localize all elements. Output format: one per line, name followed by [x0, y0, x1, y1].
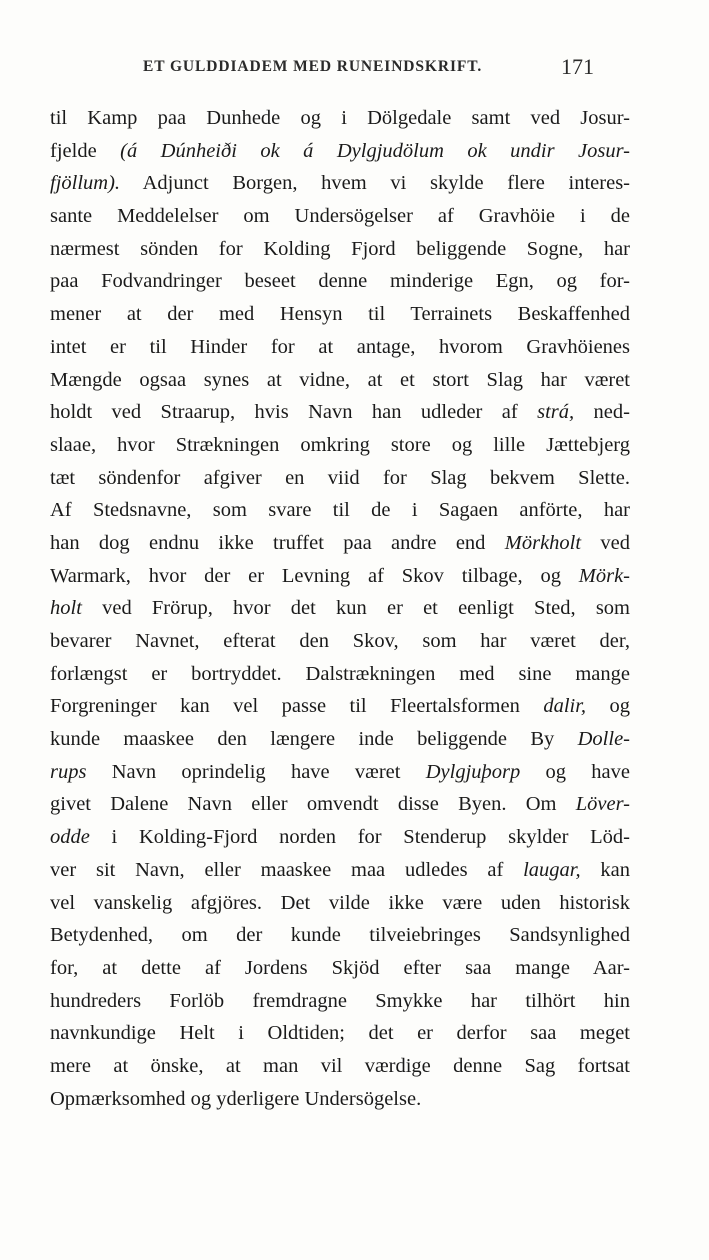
- text-line: [50, 560, 630, 593]
- page-number: 171: [561, 54, 594, 79]
- text-segment: han dog endnu ikke truffet paa andre end: [50, 531, 505, 554]
- running-head: [0, 54, 709, 82]
- text-line: [50, 592, 630, 625]
- text-line: [50, 985, 630, 1018]
- italic-text: (á Dúnheiði ok á Dylgjudölum ok undir Josur-: [120, 139, 630, 162]
- text-line: [50, 1017, 630, 1050]
- text-segment: navnkundige Helt i Oldtiden; det er derfor saa meget: [50, 1022, 630, 1045]
- text-line: [50, 788, 630, 821]
- text-segment: nærmest sönden for Kolding Fjord beliggende Sogne, har: [50, 237, 630, 260]
- text-segment: Opmærksomhed og yderligere Undersögelse.: [50, 1087, 422, 1110]
- italic-text: laugar,: [523, 858, 581, 881]
- text-segment: paa Fodvandringer beseet denne minderige Egn, og for-: [50, 270, 630, 293]
- text-line: [50, 135, 630, 168]
- text-line: [50, 429, 630, 462]
- text-segment: til Kamp paa Dunhede og i Dölgedale samt ved Josur-: [50, 107, 630, 129]
- text-segment: ned-: [574, 401, 630, 424]
- text-line: [50, 331, 630, 364]
- text-segment: Betydenhed, om der kunde tilveiebringes Sandsynlighed: [50, 924, 630, 947]
- text-segment: ver sit Navn, eller maaskee maa udledes af: [50, 858, 524, 881]
- text-segment: vel vanskelig afgjöres. Det vilde ikke være uden historisk: [50, 891, 630, 914]
- text-segment: Af Stedsnavne, som svare til de i Sagaen anförte, har: [50, 499, 630, 522]
- text-segment: givet Dalene Navn eller omvendt disse Byen. Om: [50, 793, 576, 816]
- text-segment: og have: [520, 760, 630, 783]
- text-line: [50, 233, 630, 266]
- text-line: [50, 298, 630, 331]
- text-segment: mener at der med Hensyn til Terrainets Beskaffenhed: [50, 303, 630, 326]
- body-text: [50, 102, 630, 1115]
- text-segment: mere at önske, at man vil værdige denne Sag fortsat: [50, 1054, 630, 1077]
- text-segment: ved: [581, 531, 630, 554]
- text-line: [50, 887, 630, 920]
- italic-text: Mörkholt: [504, 531, 582, 554]
- text-line: [50, 1050, 630, 1083]
- text-segment: holdt ved Straarup, hvis Navn han udleder af: [50, 401, 538, 424]
- text-line: [50, 1083, 630, 1116]
- running-title: ET GULDDIADEM MED RUNEINDSKRIFT.: [143, 58, 483, 75]
- text-segment: fjelde: [50, 139, 121, 162]
- text-segment: for, at dette af Jordens Skjöd efter saa mange Aar-: [50, 956, 630, 979]
- text-segment: Forgreninger kan vel passe til Fleertalsformen: [50, 695, 544, 718]
- italic-text: odde: [50, 826, 90, 849]
- text-segment: Adjunct Borgen, hvem vi skylde flere interes-: [120, 172, 630, 195]
- italic-text: rups: [50, 760, 87, 783]
- text-line: [50, 952, 630, 985]
- text-line: [50, 102, 630, 135]
- text-segment: hundreders Forlöb fremdragne Smykke har tilhört hin: [50, 989, 630, 1012]
- text-line: [50, 200, 630, 233]
- text-segment: ved Frörup, hvor det kun er et eenligt Sted, som: [81, 597, 630, 620]
- italic-text: Dolle-: [577, 728, 630, 751]
- italic-text: Löver-: [575, 793, 630, 816]
- text-line: [50, 723, 630, 756]
- italic-text: Mörk-: [578, 564, 630, 587]
- text-line: [50, 364, 630, 397]
- italic-text: fjöllum).: [50, 172, 121, 195]
- text-segment: i Kolding-Fjord norden for Stenderup skylder Löd-: [89, 826, 630, 849]
- text-line: [50, 854, 630, 887]
- italic-text: strá,: [537, 401, 575, 424]
- text-segment: forlængst er bortryddet. Dalstrækningen med sine mange: [50, 662, 630, 685]
- text-line: [50, 756, 630, 789]
- text-segment: sante Meddelelser om Undersögelser af Gravhöie i de: [50, 205, 630, 228]
- text-segment: slaae, hvor Strækningen omkring store og lille Jættebjerg: [50, 433, 630, 456]
- text-line: [50, 167, 630, 200]
- text-segment: Mængde ogsaa synes at vidne, at et stort Slag har været: [50, 368, 630, 391]
- text-line: [50, 690, 630, 723]
- text-segment: Navn oprindelig have været: [86, 760, 426, 783]
- text-line: [50, 625, 630, 658]
- text-segment: intet er til Hinder for at antage, hvorom Gravhöienes: [50, 335, 630, 358]
- text-segment: Warmark, hvor der er Levning af Skov tilbage, og: [50, 564, 579, 587]
- text-line: [50, 396, 630, 429]
- text-segment: tæt söndenfor afgiver en viid for Slag bekvem Slette.: [50, 466, 630, 489]
- text-segment: og: [586, 695, 631, 718]
- italic-text: dalir,: [543, 695, 587, 718]
- text-segment: kunde maaskee den længere inde beliggende By: [50, 728, 578, 751]
- text-line: [50, 527, 630, 560]
- text-line: [50, 462, 630, 495]
- text-segment: kan: [580, 858, 630, 881]
- text-line: [50, 658, 630, 691]
- text-line: [50, 265, 630, 298]
- italic-text: holt: [50, 597, 82, 620]
- italic-text: Dylgjuþorp: [425, 760, 521, 783]
- text-line: [50, 919, 630, 952]
- text-line: [50, 494, 630, 527]
- text-segment: bevarer Navnet, efterat den Skov, som har været der,: [50, 630, 630, 652]
- text-line: [50, 821, 630, 854]
